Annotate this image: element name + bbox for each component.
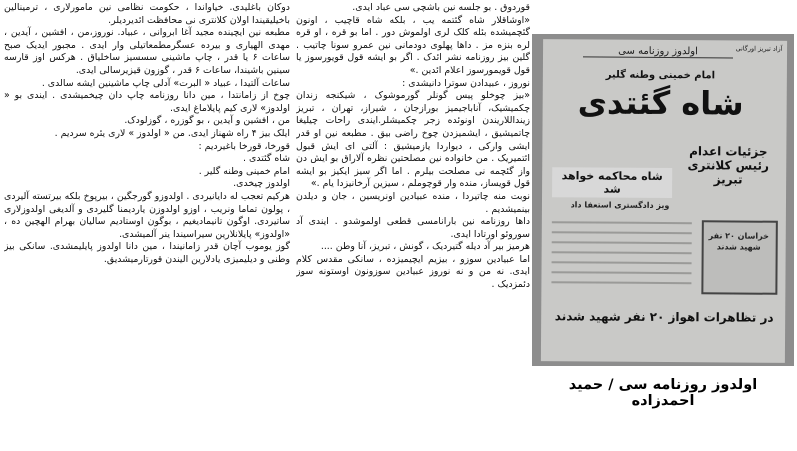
photo-text-line [552, 251, 692, 254]
article-paragraph: نوروز ، عبیدادن سوترا دانیشدی : [402, 77, 530, 89]
article-paragraph: «بیز چوخلو پیس گونلر گورموشوک ، شیکنجه زندان چکمیشیک، آناباجیمیز بورازجان ، شیراز، تهران ، تبریز زینداللاریندن اونوئده زجر چکمیشلر.ایندی راحات چیلیغا چاتمیشیق ، ایشمیزدن چوخ راضی بیق . مطبعه نین او قدر ایشی وارکی ، دیواردا یازمیشیق : آلتی ای ایش قبول ائتمیریک . من خانواده نین مصلحتین نظره آلاراق بو ایش دن واز گئچمه نی مصلحت بیلرم . اما اگر سیز ایکیز بو ایشه قول قویساز، منده وار قوچوملم ، سیزین آرخانیزدا یام .» [296, 90, 530, 190]
article-paragraph: هرکیم تعجب له دایانیردی . اولدوزو گورجگین ، بیرپوخ بلکه بیرتسته آلیردی ، پولون تماما ونریب ، اوزو اولدوزن یاردیمنا گلیردی و آلدیغی اولدوزلاری ساتیردی. اوگون تانیمادیغیم ، بوگون اوستادیم سالیان بهرام الهچین ده ، «اولدوز» پایلانلارین سیراسیندا ینر آلمیشدی. [4, 190, 290, 240]
caption: اولدوز روزنامه سی / حمید احمدزاده [568, 377, 758, 409]
article-paragraph: من ، افشین و آیدین ، بو گوزره ، گوزلودک. [124, 115, 290, 127]
article-paragraph: اولدوز چیخدی. [233, 178, 290, 190]
photo-stamp-text: خراسان ۲۰ نفر شهید شدند [708, 231, 769, 252]
article-paragraph: ساعات آلتیدا ، عبیاد « البرت» آدلی چاپ ماشینین ایشه سالدی . [41, 77, 290, 89]
article-paragraph: قورخا، قورخا باغیردیم : [198, 140, 290, 152]
article-paragraph: دوکان باغلیدی. خیاواندا ، حکومت نظامی نین مامورلاری ، ترمینالین باخیلیقیندا اولان کلانتری نی محافظت ائدیردیلر. [4, 2, 290, 26]
photo-bottom-headline: در تظاهرات اهواز ۲۰ نفر شهید شدند [554, 309, 774, 325]
photo-side-note: آزاد تبریز اورگانی [735, 44, 783, 53]
article-paragraph: اما عبیادین سوزو ، بیزیم ایچیمیزده ، سانکی مقدس کلام ایدی. نه من و نه نوروز عبیادین سوزونون اوستونه سوز دئمزدیک . [296, 253, 530, 291]
article-paragraph: قوردوق . بو جلسه نین باشچی سی عباد ایدی. [352, 2, 530, 13]
photo-kicker: امام خمینی وطنه گلیر [605, 69, 716, 82]
article-paragraph: گوز یوموب آچان قدر زامانیندا ، مین دانا اولدوز پایلیمشدی. سانکی بیز وطنی و دیلیمیزی یادلارین الیندن قورتارمیشدیق. [4, 241, 290, 265]
article-paragraph: ایلک بیز ۴ راه شهناز ایدی. من « اولدوز » لاری یئره سردیم . [54, 127, 290, 139]
photo-text-line [552, 261, 692, 264]
photo-text-line [551, 281, 691, 284]
article-paragraph: امام خمینی وطنه گلیر . [198, 165, 290, 177]
article-paragraph: «اوشاقلار شاه گئتمه یب ، بلکه شاه قاچیب ، اونون گئچمیشده بئله کلک لری اولموش دور . اما بو قره ، او قره لره بنزه مز . داها پهلوی دودمانی نین عمرو سونا چاتیب . گلین بیز روزنامه نشر ائدک . اگر بو ایشه قول قویورسوز یا قول قویمورسوز اعلام ائدین .» [296, 14, 530, 76]
photo-text-line [552, 241, 692, 244]
photo-small-text: ویز دادگستری استعفا داد [570, 200, 670, 211]
article-paragraph: مطبعه نین ایچینده مجید آغا ابروانی ، عبیاد. نوروز،من ، افشین ، آیدین ، مهدی الهیاری و بیرده عسگرمطمعاتیلی وار ایدی . مجبور ایدیک صبح ساعات ۶ یا قدر ، چاپ ماشینی سسسیز ساخلیاق . هرکس اوز قارسه سینین باشیندا، ساعات ۶ قدر ، گوزون قیزیرسالی ایدی. [4, 27, 290, 76]
photo-masthead: اولدوز روزنامه سی [583, 45, 733, 58]
article-paragraph: هرمیز بیر آد دیله گتیردیک ، گونش ، تبریز، آنا وطن .... [320, 241, 530, 253]
article-paragraph: نوبت منه چاتیردا ، منده عبیادین اونریسین ، جان و دیلدن بینمیشدیم . [296, 190, 530, 215]
article-paragraph: شاه گئتدی . [243, 153, 290, 165]
photo-headline-2: شاه محاکمه خواهد شد [552, 167, 672, 198]
photo-headline-1: جزئیات اعدام رئیس کلانتری تبریز [687, 144, 770, 187]
article-column-left [4, 2, 290, 449]
photo-text-line [552, 231, 692, 234]
photo-text-line [552, 221, 692, 224]
photo-big-headline: شاه گئتدی [577, 83, 744, 123]
article-paragraph: داها روزنامه نین بارانامسی قطعی اولموشدو . ایندی آد سوروئو اورتادا ایدی. [296, 216, 530, 240]
newspaper-photo [532, 34, 794, 366]
newspaper-page [541, 39, 787, 363]
photo-text-line [551, 271, 691, 274]
article-column-right [296, 2, 530, 449]
article-paragraph: چوخ از زامانتدا ، مین دانا روزنامه چاپ دان چیخمیشدی . ایندی بو « اولدوز» لاری کیم پایلاماغ ایدی. [4, 90, 290, 114]
